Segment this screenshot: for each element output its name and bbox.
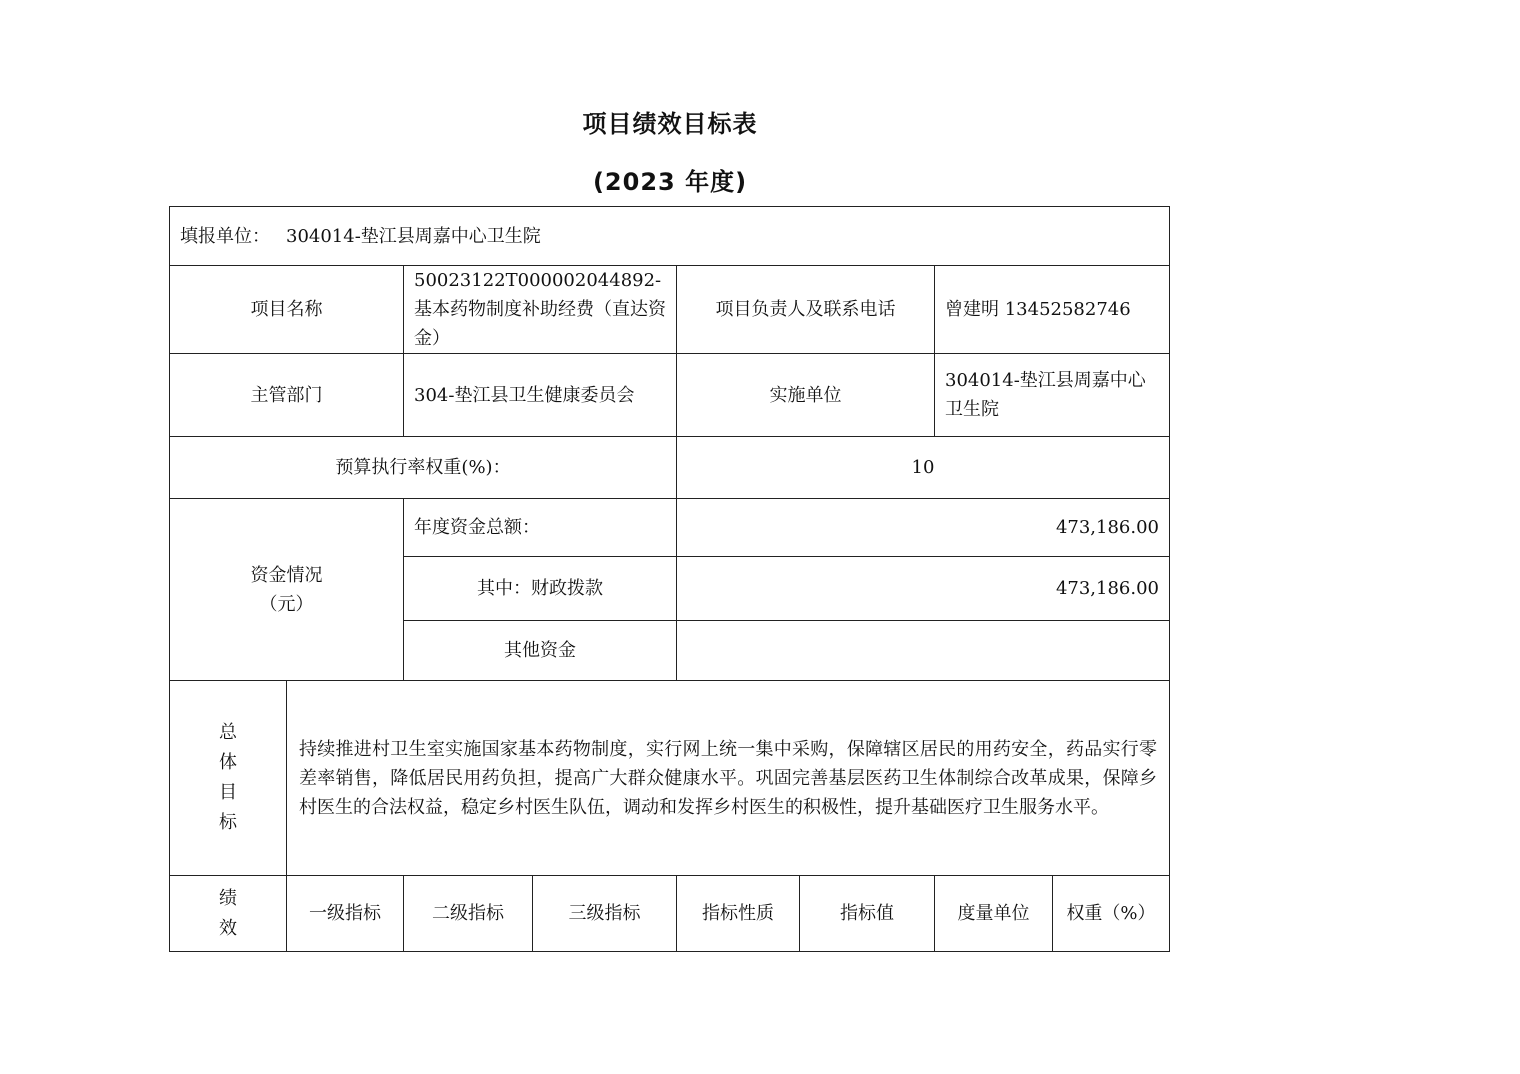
perf-header-level3: 三级指标 [532, 875, 677, 952]
funds-fiscal-label: 其中：财政拨款 [403, 556, 677, 621]
goal-label-cell [169, 680, 287, 876]
budget-weight-value: 10 [676, 436, 1170, 499]
perf-label-cell [169, 875, 287, 952]
page-title: 项目绩效目标表 [582, 110, 758, 138]
funds-label-cell [169, 498, 404, 681]
perf-header-weight: 权重（%） [1052, 875, 1170, 952]
impl-unit-value: 304014-垫江县周嘉中心卫生院 [934, 353, 1170, 437]
reporting-unit-label: 填报单位： [180, 225, 270, 247]
funds-fiscal-value: 473,186.00 [676, 556, 1170, 621]
funds-total-label: 年度资金总额： [403, 498, 677, 557]
project-owner-value: 曾建明 13452582746 [934, 265, 1170, 354]
perf-header-value: 指标值 [799, 875, 935, 952]
goal-label-char: 目 [219, 782, 237, 803]
perf-label-char: 绩 [219, 887, 237, 909]
goal-label-char: 总 [219, 722, 237, 743]
goal-label [219, 718, 237, 838]
perf-label-char: 效 [219, 917, 237, 939]
page-subtitle-year: (2023 年度) [592, 168, 748, 196]
funds-label: 资金情况 [250, 564, 323, 586]
reporting-unit-row [169, 206, 1170, 266]
reporting-unit-value: 304014-垫江县周嘉中心卫生院 [286, 225, 541, 247]
goal-text: 持续推进村卫生室实施国家基本药物制度，实行网上统一集中采购，保障辖区居民的用药安全，药品实行零差率销售，降低居民用药负担，提高广大群众健康水平。巩固完善基层医药卫生体制综合改革成果，保障乡村医生的合法权益，稳定乡村医生队伍，调动和发挥乡村医生的积极性，提升基础医疗卫生服务水平。 [286, 680, 1170, 876]
project-name-label: 项目名称 [169, 265, 404, 354]
funds-total-value: 473,186.00 [676, 498, 1170, 557]
perf-header-level1: 一级指标 [286, 875, 404, 952]
project-name-value: 50023122T000002044892-基本药物制度补助经费（直达资金） [403, 265, 677, 354]
dept-label: 主管部门 [169, 353, 404, 437]
perf-header-nature: 指标性质 [676, 875, 800, 952]
goal-label-char: 标 [219, 812, 237, 833]
funds-other-value [676, 620, 1170, 681]
perf-label [219, 884, 237, 944]
funds-other-label: 其他资金 [403, 620, 677, 681]
budget-weight-label: 预算执行率权重(%)： [169, 436, 677, 499]
project-owner-label: 项目负责人及联系电话 [676, 265, 935, 354]
goal-label-char: 体 [219, 752, 237, 773]
perf-header-unit: 度量单位 [934, 875, 1053, 952]
funds-unit: （元） [259, 593, 314, 615]
perf-header-level2: 二级指标 [403, 875, 533, 952]
impl-unit-label: 实施单位 [676, 353, 935, 437]
dept-value: 304-垫江县卫生健康委员会 [403, 353, 677, 437]
